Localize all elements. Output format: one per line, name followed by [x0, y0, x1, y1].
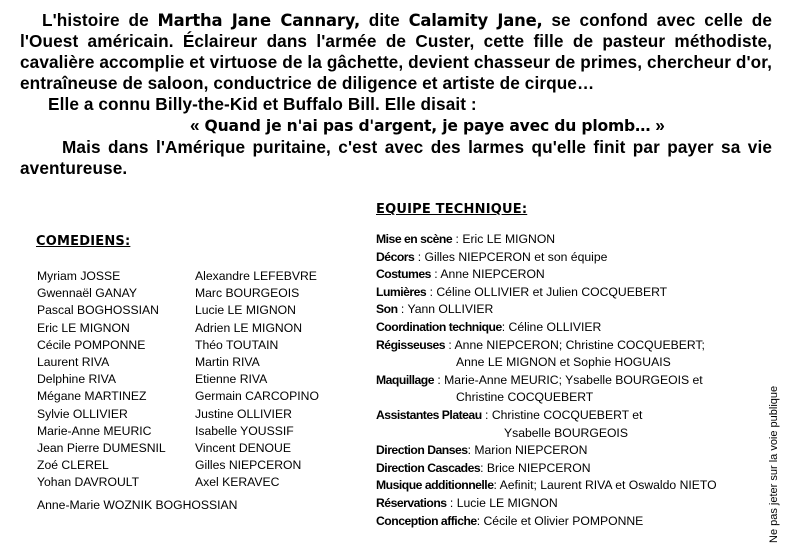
- quote-open: «: [190, 115, 205, 135]
- team-role: Assistantes Plateau: [376, 407, 482, 422]
- role-separator: :: [446, 495, 457, 510]
- team-member: Anne LE MIGNON et Sophie HOGUAIS: [456, 355, 671, 370]
- quote-close: »: [650, 115, 665, 135]
- actor-name: Alexandre LEFEBVRE: [195, 269, 317, 283]
- technical-team-row: [376, 477, 717, 495]
- technical-team-row: [376, 231, 717, 249]
- actor-name: Etienne RIVA: [195, 372, 268, 387]
- actor-name: Cécile POMPONNE: [37, 337, 146, 352]
- role-separator: :: [445, 337, 455, 352]
- actor-name: Adrien LE MIGNON: [195, 320, 303, 335]
- technical-team-row: [376, 442, 717, 460]
- team-member: Eric LE MIGNON: [462, 232, 556, 246]
- actors-column-left: [37, 268, 166, 491]
- actor-name: Myriam JOSSE: [37, 269, 121, 283]
- side-note: Ne pas jeter sur la voie publique: [768, 385, 780, 543]
- technical-team-row: [376, 337, 717, 355]
- team-role: Musique additionnelle: [376, 478, 494, 493]
- actor-name: Laurent RIVA: [37, 354, 110, 369]
- team-role: Direction Danses: [376, 443, 468, 458]
- team-role: Costumes: [376, 267, 431, 282]
- team-member: Ysabelle BOURGEOIS: [504, 425, 628, 440]
- role-separator: :: [480, 460, 487, 475]
- team-member: Christine COCQUEBERT et: [491, 407, 643, 422]
- intro-text: [20, 10, 772, 179]
- technical-team-row: [376, 495, 717, 513]
- team-member: Lucie LE MIGNON: [456, 495, 558, 510]
- intro-text-part: L'histoire de: [42, 10, 158, 30]
- name-calamity-jane: Calamity Jane,: [408, 11, 543, 30]
- role-separator: :: [397, 302, 408, 317]
- intro-paragraph-3: Mais dans l'Amérique puritaine, c'est avec des larmes qu'elle finit par payer sa vie aventureuse.: [20, 137, 772, 178]
- actor-name: Théo TOUTAIN: [195, 337, 279, 352]
- actor-name: Isabelle YOUSSIF: [195, 423, 294, 438]
- role-separator: :: [414, 249, 425, 264]
- technical-team-row: [376, 425, 717, 443]
- team-role: Direction Cascades: [376, 460, 481, 475]
- actor-name: Vincent DENOUE: [195, 440, 291, 455]
- actor-name: Gilles NIEPCERON: [195, 458, 302, 473]
- actor-name: Sylvie OLLIVIER: [37, 406, 128, 421]
- actor-name: Eric LE MIGNON: [37, 320, 130, 335]
- actor-name: Martin RIVA: [195, 354, 260, 369]
- intro-text-part: dite: [359, 10, 409, 30]
- actor-name: Axel KERAVEC: [195, 475, 280, 490]
- team-member: Brice NIEPCERON: [486, 460, 591, 475]
- technical-team-row: [376, 372, 717, 390]
- actor-name: Germain CARCOPINO: [195, 389, 319, 404]
- actor-name: Marc BOURGEOIS: [195, 286, 300, 301]
- team-member: Gilles NIEPCERON et son équipe: [424, 249, 608, 264]
- team-role: Conception affiche: [376, 513, 477, 528]
- technical-team-row: [376, 284, 717, 302]
- technical-team-row: [376, 389, 717, 407]
- team-member: Anne NIEPCERON: [440, 267, 545, 282]
- team-member: Yann OLLIVIER: [407, 302, 494, 317]
- team-role: Lumières: [376, 284, 427, 299]
- technical-team-list: [376, 231, 717, 530]
- intro-paragraph-2: Elle a connu Billy-the-Kid et Buffalo Bill. Elle disait :: [48, 94, 477, 114]
- actor-name: Zoé CLEREL: [37, 458, 109, 473]
- team-role: Son: [376, 302, 398, 317]
- technical-team-row: [376, 513, 717, 531]
- actor-name: Justine OLLIVIER: [195, 406, 292, 421]
- role-separator: :: [476, 513, 484, 528]
- technical-team-row: [376, 319, 717, 337]
- role-separator: :: [493, 478, 500, 493]
- actor-name: Mégane MARTINEZ: [37, 389, 147, 404]
- actor-name: Pascal BOGHOSSIAN: [37, 303, 159, 318]
- actor-name: Delphine RIVA: [37, 372, 117, 387]
- intro-quote: [20, 115, 772, 137]
- equipe-technique-heading: EQUIPE TECHNIQUE:: [376, 202, 528, 217]
- team-member: Céline OLLIVIER et Julien COCQUEBERT: [436, 284, 668, 299]
- team-role: Mise en scène: [376, 232, 453, 246]
- intro-text-part: se confond avec celle de l'Ouest américain. Éclaireur dans l'armée de Custer, cette fille de pasteur méthodiste, cavalière accomplie et virtuose de la gâchette, devient chasseur de primes, chercheur d'or, entraîneuse de saloon, conductrice de diligence et artiste de cirque…: [20, 10, 772, 93]
- team-member: Céline OLLIVIER: [508, 319, 602, 334]
- team-member: Christine COCQUEBERT: [456, 390, 594, 405]
- team-member: Cécile et Olivier POMPONNE: [483, 513, 644, 528]
- team-role: Coordination technique: [376, 319, 502, 334]
- technical-team-row: [376, 301, 717, 319]
- team-role: Réservations: [376, 495, 447, 510]
- technical-team-row: [376, 407, 717, 425]
- team-role: Régisseuses: [376, 337, 446, 352]
- team-role: Décors: [376, 249, 415, 264]
- technical-team-row: [376, 354, 717, 372]
- comediens-heading: COMEDIENS:: [36, 234, 131, 249]
- team-member: Marie-Anne MEURIC; Ysabelle BOURGEOIS et: [444, 372, 703, 387]
- technical-team-row: [376, 249, 717, 267]
- actor-name: Yohan DAVROULT: [37, 475, 140, 490]
- quote-text: Quand je n'ai pas d'argent, je paye avec du plomb…: [204, 117, 651, 135]
- role-separator: :: [430, 267, 441, 282]
- technical-team-row: [376, 460, 717, 478]
- team-member: Aefinit; Laurent RIVA et Oswaldo NIETO: [499, 478, 717, 493]
- team-member: Marion NIEPCERON: [474, 443, 588, 458]
- actor-name: Gwennaël GANAY: [37, 286, 138, 301]
- actor-name-last: Anne-Marie WOZNIK BOGHOSSIAN: [37, 498, 238, 512]
- role-separator: :: [426, 284, 437, 299]
- actor-name: Jean Pierre DUMESNIL: [37, 440, 166, 455]
- intro-paragraph-1: [20, 10, 772, 94]
- role-separator: :: [433, 372, 445, 387]
- actor-name: Marie-Anne MEURIC: [37, 423, 152, 438]
- actors-column-right: [195, 268, 319, 491]
- role-separator: :: [452, 232, 463, 246]
- team-member: Anne NIEPCERON; Christine COCQUEBERT;: [454, 337, 705, 352]
- role-separator: :: [501, 319, 509, 334]
- actor-name: Lucie LE MIGNON: [195, 303, 296, 318]
- team-role: Maquillage: [376, 372, 434, 387]
- name-martha-jane: Martha Jane Cannary,: [157, 11, 360, 30]
- technical-team-row: [376, 266, 717, 284]
- role-separator: :: [467, 443, 475, 458]
- role-separator: :: [481, 407, 492, 422]
